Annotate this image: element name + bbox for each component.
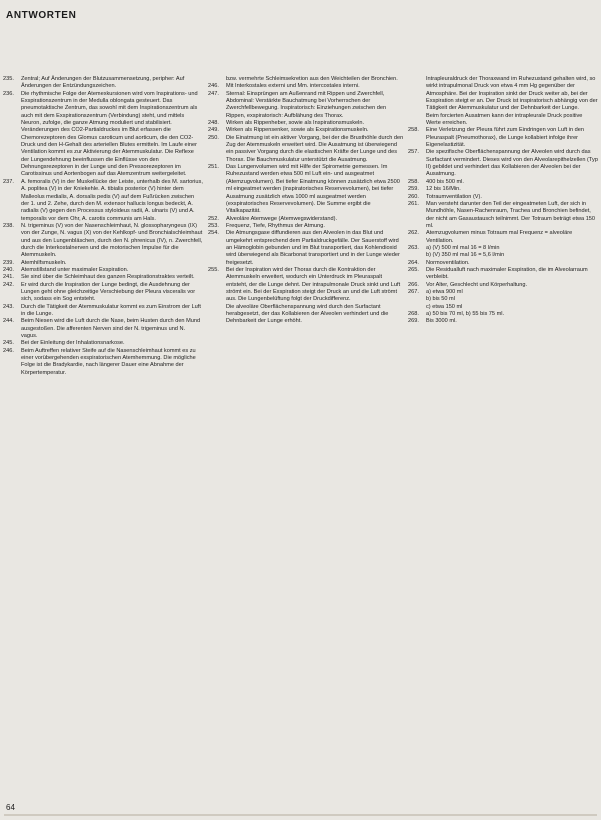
answer-entry xyxy=(408,289,598,296)
answer-entry xyxy=(208,267,404,304)
answer-number: 246. xyxy=(208,83,219,90)
answer-text: c) etwa 150 ml xyxy=(426,303,463,310)
answer-number: 250. xyxy=(208,134,219,141)
answer-entry xyxy=(408,230,598,245)
answer-entry xyxy=(408,318,598,325)
answer-entry xyxy=(408,267,598,282)
answer-text: Alveoläre Atemwege (Atemwegswiderstand). xyxy=(226,215,337,222)
answer-column-3 xyxy=(408,76,598,806)
answer-number xyxy=(208,304,226,326)
answer-text: Die Einatmung ist ein aktiver Vorgang, bei der die Brusthöhle durch den Zug der Atemmuskeln erweitert wird. Die Ausatmung ist überwiegend ein passiver Vorgang durch die elastischen Kräfte der Lunge und des Thorax. Die Bauchmuskulatur unterstützt die Ausatmung. xyxy=(226,134,405,163)
answer-number: 264. xyxy=(408,259,419,266)
answer-text: Man versteht darunter den Teil der eingeatmeten Luft, der sich in Mundhöhle, Nasen-Rachenraum, Trachea und Bronchien befindet, der nicht am Gasaustausch teilnimmt. Der Totraum beträgt etwa 150 ml. xyxy=(426,200,597,229)
answer-text: Er wird durch die Inspiration der Lunge bedingt, die Ausdehnung der Lungen geht ohne gleichzeitige Verschiebung der Pleura visceralis vor sich, sodass ein Sog entsteht. xyxy=(21,281,197,303)
answer-text: Sternal: Einsprüngen am Außenrand mit Rippen und Zwerchfell, Abdominal: Verstärkte Bauchatmung bei Vorherrschen der Zwerchfellbewegung. Inspiratorisch: Einziehungen zwischen den Rippen, exspiratorisch: Aufblähung des Thorax. xyxy=(226,90,388,119)
answer-entry xyxy=(3,223,203,260)
bottom-rule xyxy=(4,814,597,816)
answer-text: Durch die Tätigkeit der Atemmuskulatur kommt es zum Einstrom der Luft in die Lunge. xyxy=(21,303,203,317)
answer-number: 253. xyxy=(208,222,219,229)
answer-text: Beim Auftreffen relativer Steife auf die Nasenschleimhaut kommt es zu einer vorübergehenden exspiratorischen Atemhemmung. Die mögliche Folge ist die Bradykardie, nach längerer Dauer eine Abnahme der Körpertemperatur. xyxy=(21,347,198,376)
answer-entry xyxy=(408,186,598,193)
answer-number: 238. xyxy=(3,222,14,229)
answer-text: Die alveoläre Oberflächenspannung wird durch den Surfactant herabgesetzt, der das Kollabieren der Alveolen verhindert und die Dehnbarkeit der Lunge erhöht. xyxy=(226,303,390,325)
answer-entry xyxy=(208,120,404,127)
answer-number: 257. xyxy=(408,149,419,156)
answer-number: 255. xyxy=(208,266,219,273)
answer-number: 242. xyxy=(3,281,14,288)
answer-number: 244. xyxy=(3,318,14,325)
answer-number: 263. xyxy=(408,244,419,251)
answer-text: b) (V) 350 ml mal 16 = 5,6 l/min xyxy=(426,252,505,259)
answer-entry xyxy=(408,304,598,311)
answer-entry xyxy=(3,282,203,304)
answer-text: Vor Alter, Geschlecht und Körperhaltung. xyxy=(426,281,528,288)
answer-number: 235. xyxy=(3,76,14,82)
answer-entry xyxy=(408,311,598,318)
answer-number xyxy=(408,76,426,113)
answer-entry xyxy=(208,304,404,326)
answer-text: Atemzugvolumen minus Totraum mal Frequenz = alveoläre Ventilation. xyxy=(426,230,574,244)
answer-number: 241. xyxy=(3,274,14,281)
answer-number: 239. xyxy=(3,259,14,266)
answer-entry xyxy=(3,274,203,281)
answer-number: 247. xyxy=(208,90,219,97)
answer-number: 252. xyxy=(208,215,219,222)
answer-text: Die spezifische Oberflächenspannung der Alveolen wird durch das Surfactant vermindert. Dieses wird von den Alveolarepithelzellen (Typ II) gebildet und verhindert das Kollabieren der Alveolen bei der Ausatmung. xyxy=(426,149,600,178)
answer-number: 260. xyxy=(408,193,419,200)
answer-number: 258. xyxy=(408,127,419,134)
answer-text: Frequenz, Tiefe, Rhythmus der Atmung. xyxy=(226,222,325,229)
answer-number: 237. xyxy=(3,178,14,185)
page-number: 64 xyxy=(6,803,15,812)
answer-entry xyxy=(408,252,598,259)
answer-text: a) 50 bis 70 ml, b) 55 bis 75 ml. xyxy=(426,311,505,317)
answer-text: Atemstillstand unter maximaler Exspiration. xyxy=(21,266,129,273)
answer-entry xyxy=(208,216,404,223)
answer-entry xyxy=(208,230,404,267)
answer-entry xyxy=(408,127,598,149)
answer-text: Bei der Inspiration wird der Thorax durch die Kontraktion der Atemmuskeln erweitert, wodurch ein Unterdruck im Pleuraspalt entsteht, der die Lunge dehnt. Der intrapulmonale Druck sinkt und Luft strömt ein. Bei der Exspiration steigt der Druck an und die Luft strömt aus. Die Lungenbelüftung folgt der Druckdifferenz. xyxy=(226,266,402,303)
answer-entry xyxy=(408,201,598,230)
answer-entry xyxy=(408,179,598,186)
answer-entry xyxy=(408,149,598,178)
answer-text: Atemhilfsmuskeln. xyxy=(21,259,67,266)
answer-text: Das Lungenvolumen wird mit Hilfe der Spirometrie gemessen. Im Ruhezustand werden etwa 500 ml Luft ein- und ausgeatmet (Atemzugvolumen). Bei tiefer Einatmung können zusätzlich etwa 2500 ml eingeatmet werden (inspiratorisches Reservevolumen), bei tiefer Ausatmung zusätzlich etwa 1000 ml ausgeatmet werden (exspiratorisches Reservevolumen). Die Summe ergibt die Vitalkapazität. xyxy=(226,164,402,215)
answer-entry xyxy=(408,296,598,303)
answer-entry xyxy=(208,91,404,120)
answer-entry xyxy=(208,76,404,83)
answer-text: Zentral; Auf Änderungen der Blutzusammensetzung, peripher: Auf Änderungen der Entzündungszeichen. xyxy=(21,76,186,90)
answer-number xyxy=(408,304,426,311)
answer-text: Totraumventilation (V). xyxy=(426,193,482,200)
answer-text: Die rhythmische Folge der Atemexkursionen wird vom Inspirations- und Exspirationszentrum in der Medulla oblongata gesteuert. Das pneumotaktische Zentrum, das sowohl mit dem Inspirationszentrum als auch mit dem Exspirationszentrum (Verbindung) steht, und mittels Neuron, zufolge, die ganze Atmung moduliert und stabilisiert. Veränderungen des CO2-Partialdruckes im Blut erfassen die Chemorezeptoren des Glomus caroticum und aorticum, die den CO2-Druck und den H-Gehalt des arteriellen Blutes ermitteln. Im Laufe einer Ventilation kommt es zur Aktivierung der Atemmuskulatur. Die Reflexe der Lungendehnung beeinflussen die Einflüsse von den Dehnungsrezeptoren in der Lunge und den Pressorezeptoren im Carotissinus und Aortenbogen auf das Atemzentrum weitergeleitet. xyxy=(21,90,200,178)
answer-number: 269. xyxy=(408,318,419,325)
answer-column-2 xyxy=(208,76,404,806)
answer-entry xyxy=(3,179,203,223)
answer-number: 266. xyxy=(408,281,419,288)
answer-entry xyxy=(408,76,598,113)
answer-entry xyxy=(208,127,404,134)
answer-number: 265. xyxy=(408,266,419,273)
answer-text: Die Residualluft nach maximaler Exspiration, die im Alveolarraum verbleibt. xyxy=(426,266,590,281)
answer-text: Die Atmungsgase diffundieren aus den Alveolen in das Blut und umgekehrt entsprechend dem Partialdruckgefälle. Der Sauerstoff wird an Hämoglobin gebunden und im Blut transportiert, das Kohlendioxid wird überwiegend als Bicarbonat transportiert und in der Lunge wieder freigesetzt. xyxy=(226,230,402,266)
answer-text: N. trigeminus (V) von der Nasenschleimhaut, N. glossopharyngeus (IX) von der Zunge, N. vagus (X) von der Kehlkopf- und Bronchialschleimhaut und aus den Lungenbläschen, durch den N. phrenicus (IV), n. Zwerchfell, durch die Interkostalnerven und die motorischen Impulse für die Atemmuskeln. xyxy=(21,222,204,259)
answer-number: 240. xyxy=(3,266,14,273)
answer-number: 251. xyxy=(208,164,219,171)
answer-entry xyxy=(3,348,203,377)
answer-text: Bei der Einleitung der Inhalationsnarkose. xyxy=(21,340,125,347)
answer-number: 259. xyxy=(408,186,419,193)
answer-entry xyxy=(3,304,203,319)
answer-entry xyxy=(208,135,404,164)
answer-text: b) bis 50 ml xyxy=(426,296,455,303)
answer-number: 267. xyxy=(408,288,419,295)
answer-entry xyxy=(208,223,404,230)
answer-number xyxy=(408,113,426,128)
answer-text: bzw. vermehrte Schleimsekretion aus den Weichteilen der Bronchien. xyxy=(226,76,398,82)
answer-entry xyxy=(3,267,203,274)
answer-entry xyxy=(3,76,203,91)
answer-text: Beim Niesen wird die Luft durch die Nase, beim Husten durch den Mund ausgestoßen. Die afferenten Nerven sind der N. trigeminus und N. vagus. xyxy=(21,318,202,340)
answer-number: 258. xyxy=(408,178,419,185)
answer-number xyxy=(408,296,426,303)
answer-number: 261. xyxy=(408,200,419,207)
answer-entry xyxy=(408,113,598,128)
answer-number: 268. xyxy=(408,311,419,317)
answer-text: 12 bis 16/Min. xyxy=(426,186,461,193)
answer-entry xyxy=(208,83,404,90)
answer-text: Sie sind über die Schleimhaut des ganzen Respirationstraktes verteilt. xyxy=(21,274,195,281)
answer-text: Wirken als Rippensenker, sowie als Exspirationsmuskeln. xyxy=(226,127,369,134)
answer-number: 245. xyxy=(3,340,14,347)
answer-text: Mit Interkostales externi und Mm. intercostales interni. xyxy=(226,83,360,90)
answer-entry xyxy=(3,260,203,267)
answer-entry xyxy=(3,340,203,347)
answer-entry xyxy=(408,260,598,267)
answer-number: 246. xyxy=(3,347,14,354)
answer-text: 400 bis 500 ml. xyxy=(426,178,464,185)
answer-number: 262. xyxy=(408,230,419,237)
answer-number xyxy=(408,252,426,259)
answer-entry xyxy=(408,245,598,252)
answer-text: Eine Verletzung der Pleura führt zum Eindringen von Luft in den Pleuraspalt (Pneumothorax), die Lunge kollabiert infolge ihrer Eigenelastizität. xyxy=(426,127,586,149)
answer-text: Intrapleuraldruck der Thoraxwand im Ruhezustand gehalten wird, so wirkt intrapulmonal Druck von etwa 4 mm Hg gegenüber der Atmosphäre. Bei der Inspiration sinkt der Druck weiter ab, bei der Exspiration steigt er an. Der Druck ist inspiratorisch abhängig von der Tätigkeit der Atemmuskulatur und der Dehnbarkeit der Lunge. xyxy=(426,76,600,112)
answer-number: 248. xyxy=(208,120,219,127)
answer-number: 236. xyxy=(3,90,14,97)
page-header: ANTWORTEN xyxy=(6,10,77,21)
answer-number xyxy=(208,76,226,83)
answer-entry xyxy=(408,282,598,289)
answer-entry xyxy=(208,164,404,215)
answer-entry xyxy=(408,194,598,201)
answer-text: Wirken als Rippenheber, sowie als Inspirationsmuskeln. xyxy=(226,120,365,127)
answer-text: A. femoralis (V) in der Muskellücke der Leiste, unterhalb des M. sartorius, A. poplitea (V) in der Kniekehle. A. tibialis posterior (V) hinter dem Malleolus medialis, A. dorsalis pedis (V) auf dem Fußrücken zwischen der 1. und 2. Zehe, durch den M. extensor hallucis longus bedeckt, A. radialis (V) gegen den Processus styloideus radii, A. ulnaris (V) und A. temporalis vor dem Ohr, A. carotis communis am Hals. xyxy=(21,178,205,222)
answer-text: a) etwa 900 ml xyxy=(426,288,463,295)
answer-text: Bis 3000 ml. xyxy=(426,318,457,325)
answer-text: Beim forcierten Ausatmen kann der intrapleurale Druck positive Werte erreichen. xyxy=(426,112,584,127)
answer-text: Normoventilation. xyxy=(426,259,470,266)
answer-number: 254. xyxy=(208,230,219,237)
answer-number: 249. xyxy=(208,127,219,134)
answer-column-1 xyxy=(3,76,203,806)
answer-entry xyxy=(3,91,203,179)
answer-entry xyxy=(3,318,203,340)
answer-number: 243. xyxy=(3,303,14,310)
answer-text: a) (V) 500 ml mal 16 = 8 l/min xyxy=(426,244,500,251)
